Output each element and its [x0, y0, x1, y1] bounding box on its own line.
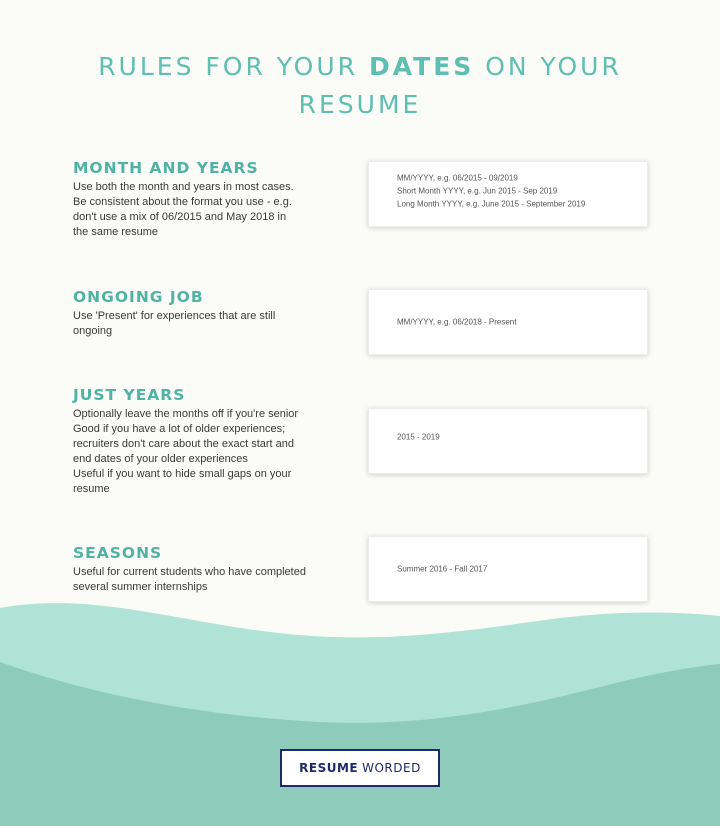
section-body-line: resume — [73, 483, 110, 495]
example-text: 2015 - 2019 — [397, 432, 440, 442]
resume-worded-logo — [280, 749, 440, 787]
section-body-line: Good if you have a lot of older experiences; — [73, 423, 286, 435]
logo-text-regular: WORDED — [362, 761, 421, 775]
section-ongoing-job — [73, 287, 353, 339]
example-box-just-years — [368, 408, 648, 474]
section-body-line: Useful if you want to hide small gaps on your — [73, 468, 292, 480]
example-text: MM/YYYY, e.g. 06/2018 - Present — [397, 317, 517, 327]
section-body-line: Be consistent about the format you use - e.g. — [73, 196, 292, 208]
section-heading: ONGOING JOB — [73, 288, 204, 306]
example-text: Short Month YYYY, e.g. Jun 2015 - Sep 2019 — [397, 186, 558, 196]
example-text: Long Month YYYY, e.g. June 2015 - September 2019 — [397, 199, 586, 209]
page-title — [0, 48, 720, 124]
section-seasons — [73, 543, 353, 595]
section-heading: JUST YEARS — [73, 386, 186, 404]
section-body-line: Optionally leave the months off if you're senior — [73, 408, 299, 420]
example-box-ongoing-job — [368, 289, 648, 355]
section-body-line: don't use a mix of 06/2015 and May 2018 in — [73, 211, 287, 223]
section-body-line: recruiters don't care about the exact start and — [73, 438, 294, 450]
decorative-waves — [0, 590, 720, 826]
section-month-and-years — [73, 158, 353, 240]
section-body-line: end dates of your older experiences — [73, 453, 248, 465]
section-body-line: Use 'Present' for experiences that are still — [73, 310, 276, 322]
title-emphasis: DATES — [368, 52, 475, 81]
example-text: Summer 2016 - Fall 2017 — [397, 564, 488, 574]
section-heading: MONTH AND YEARS — [73, 159, 259, 177]
section-heading: SEASONS — [73, 544, 163, 562]
title-suffix: ON YOUR — [485, 52, 622, 81]
section-body-line: Useful for current students who have completed — [73, 566, 306, 578]
example-box-month-and-years — [368, 161, 648, 227]
title-prefix: RULES FOR YOUR — [98, 52, 359, 81]
example-text: MM/YYYY, e.g. 06/2015 - 09/2019 — [397, 173, 518, 183]
section-body-line: Use both the month and years in most cases. — [73, 181, 294, 193]
section-body-line: several summer internships — [73, 581, 208, 593]
section-just-years — [73, 385, 353, 497]
section-body-line: the same resume — [73, 226, 158, 238]
title-line2: RESUME — [298, 90, 422, 119]
logo-text-bold: RESUME — [299, 761, 359, 775]
section-body-line: ongoing — [73, 325, 113, 337]
